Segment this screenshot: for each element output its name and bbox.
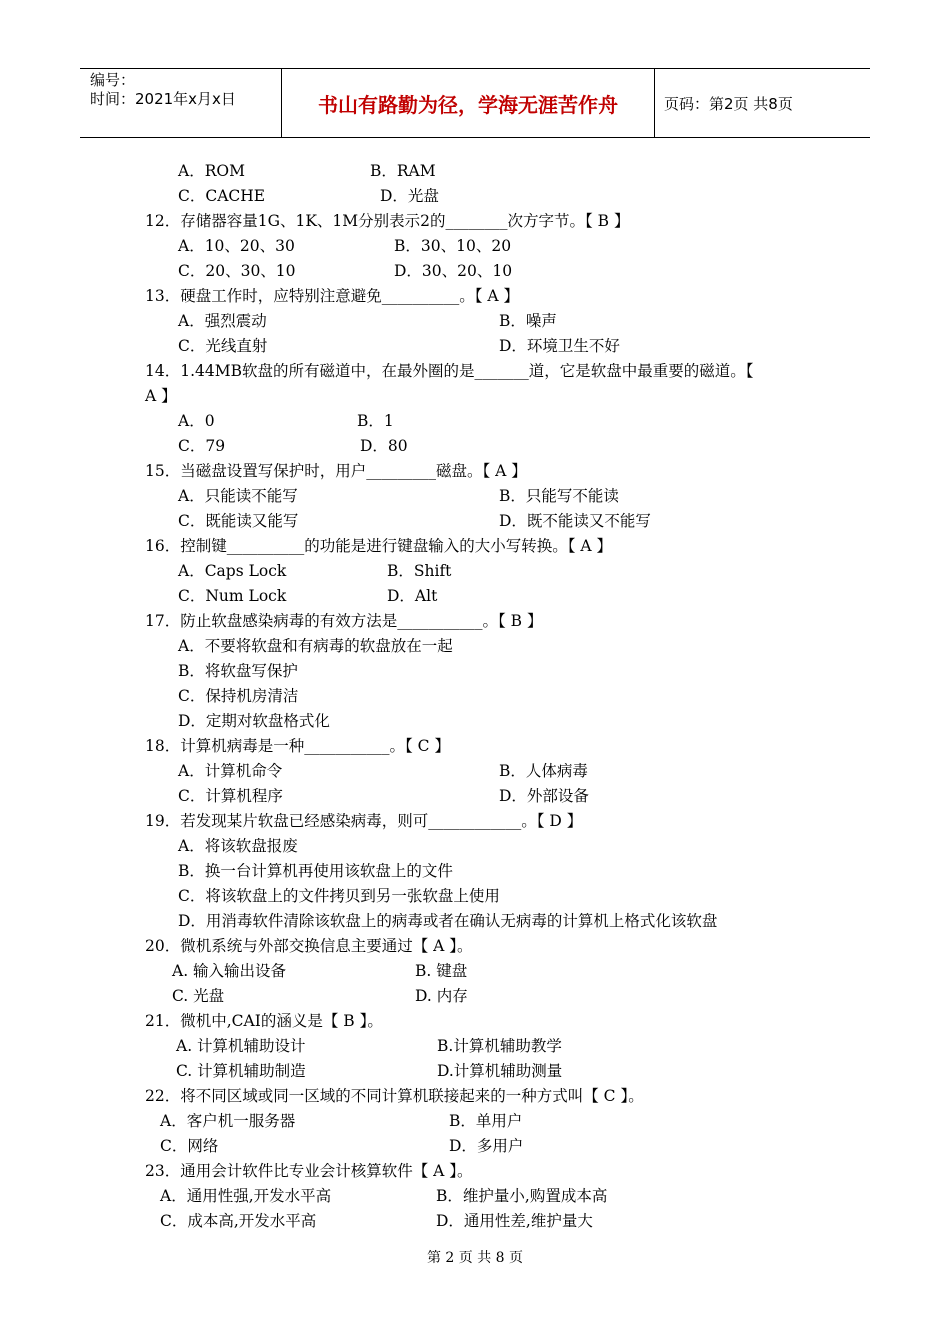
text-line: C．计算机程序 xyxy=(178,787,283,805)
text-line: B. 键盘 xyxy=(415,962,468,980)
header-page-number: 页码：第2页 共8页 xyxy=(664,94,793,113)
text-line: C．20、30、10 xyxy=(178,262,296,280)
text-line: D．外部设备 xyxy=(499,787,589,805)
text-line: B．Shift xyxy=(387,562,452,580)
text-line: A．计算机命令 xyxy=(178,762,283,780)
text-line: B．1 xyxy=(357,412,394,430)
text-line: 15．当磁盘设置写保护时，用户_________磁盘。【 A 】 xyxy=(145,462,527,480)
text-line: 17．防止软盘感染病毒的有效方法是___________。【 B 】 xyxy=(145,612,543,630)
text-line: B．只能写不能读 xyxy=(499,487,619,505)
text-line: C. 计算机辅助制造 xyxy=(176,1062,306,1080)
text-line: D．80 xyxy=(360,437,408,455)
text-line: A．只能读不能写 xyxy=(178,487,298,505)
header-motto: 书山有路勤为径，学海无涯苦作舟 xyxy=(282,69,655,137)
text-line: 13．硬盘工作时，应特别注意避免__________。【 A 】 xyxy=(145,287,520,305)
text-line: 19．若发现某片软盘已经感染病毒，则可____________。【 D 】 xyxy=(145,812,583,830)
text-line: A. 计算机辅助设计 xyxy=(176,1037,306,1055)
text-line: C．成本高,开发水平高 xyxy=(160,1212,317,1230)
text-line: 23．通用会计软件比专业会计核算软件【 A 】。 xyxy=(145,1162,473,1180)
text-line: D．环境卫生不好 xyxy=(499,337,620,355)
text-line: A．通用性强,开发水平高 xyxy=(160,1187,332,1205)
text-line: C．将该软盘上的文件拷贝到另一张软盘上使用 xyxy=(178,887,500,905)
text-line: C．Num Lock xyxy=(178,587,287,605)
text-line: 14．1.44MB软盘的所有磁道中，在最外圈的是_______道，它是软盘中最重要的磁道。【 xyxy=(145,362,754,380)
text-line: A. 输入输出设备 xyxy=(172,962,287,980)
text-line: B．换一台计算机再使用该软盘上的文件 xyxy=(178,862,453,880)
text-line: D．30、20、10 xyxy=(394,262,513,280)
text-line: C．CACHE xyxy=(178,187,266,205)
text-line: D. 内存 xyxy=(415,987,468,1005)
text-line: B．维护量小,购置成本高 xyxy=(436,1187,608,1205)
text-line: D.计算机辅助测量 xyxy=(437,1062,563,1080)
text-line: A．0 xyxy=(178,412,215,430)
text-line: B.计算机辅助教学 xyxy=(437,1037,562,1055)
page-header xyxy=(80,68,870,138)
text-line: A 】 xyxy=(145,387,177,405)
text-line: A．强烈震动 xyxy=(178,312,267,330)
text-line: A．将该软盘报废 xyxy=(178,837,298,855)
text-line: A．不要将软盘和有病毒的软盘放在一起 xyxy=(178,637,453,655)
text-line: A．Caps Lock xyxy=(178,562,287,580)
text-line: B．30、10、20 xyxy=(394,237,512,255)
text-line: C．光线直射 xyxy=(178,337,268,355)
text-line: C．既能读又能写 xyxy=(178,512,299,530)
text-line: 21．微机中,CAI的涵义是【 B 】。 xyxy=(145,1012,383,1030)
text-line: B．将软盘写保护 xyxy=(178,662,298,680)
text-line: D．Alt xyxy=(387,587,438,605)
text-line: C．网络 xyxy=(160,1137,219,1155)
number-label: 编号： xyxy=(90,71,136,89)
text-line: D．多用户 xyxy=(449,1137,524,1155)
text-line: 16．控制键__________的功能是进行键盘输入的大小写转换。【 A 】 xyxy=(145,537,613,555)
header-meta xyxy=(80,69,282,137)
text-line: 22．将不同区域或同一区域的不同计算机联接起来的一种方式叫【 C 】。 xyxy=(145,1087,644,1105)
text-line: D．光盘 xyxy=(380,187,439,205)
text-line: A．ROM xyxy=(178,162,245,180)
text-line: B．噪声 xyxy=(499,312,557,330)
text-line: D．既不能读又不能写 xyxy=(499,512,651,530)
text-line: 20．微机系统与外部交换信息主要通过【 A 】。 xyxy=(145,937,473,955)
text-line: B．RAM xyxy=(370,162,436,180)
text-line: B．单用户 xyxy=(449,1112,523,1130)
text-line: A．10、20、30 xyxy=(178,237,295,255)
text-line: A．客户机一服务器 xyxy=(160,1112,296,1130)
page-footer: 第 2 页 共 8 页 xyxy=(426,1250,524,1266)
text-line: C．79 xyxy=(178,437,226,455)
date-label: 时间：2021年x月x日 xyxy=(90,90,236,108)
text-line: C. 光盘 xyxy=(172,987,225,1005)
text-line: B．人体病毒 xyxy=(499,762,588,780)
text-line: C．保持机房清洁 xyxy=(178,687,299,705)
text-line: D．定期对软盘格式化 xyxy=(178,712,330,730)
text-line: 12．存储器容量1G、1K、1M分别表示2的________次方字节。【 B 】 xyxy=(145,212,630,230)
text-line: D．用消毒软件清除该软盘上的病毒或者在确认无病毒的计算机上格式化该软盘 xyxy=(178,912,718,930)
text-line: 18．计算机病毒是一种___________。【 C 】 xyxy=(145,737,450,755)
text-line: D．通用性差,维护量大 xyxy=(436,1212,593,1230)
